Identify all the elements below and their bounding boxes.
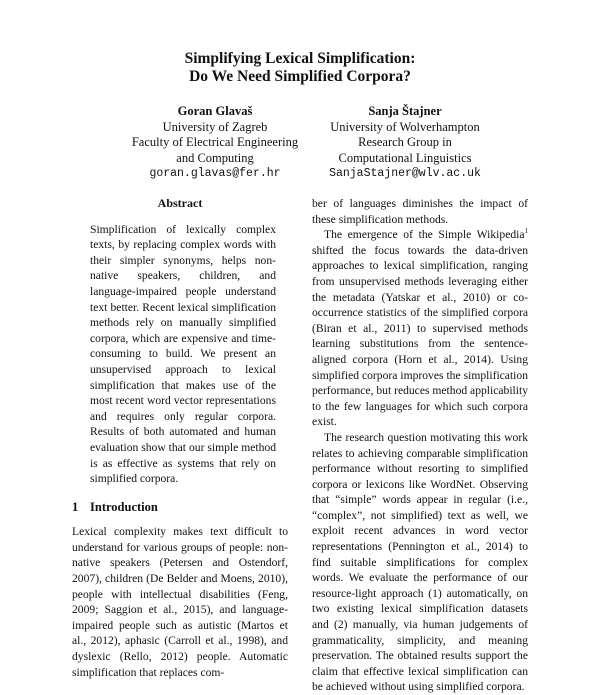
author-affiliation: University of Zagreb — [162, 119, 268, 134]
paragraph-text: The emergence of the Simple Wikipedia — [324, 228, 525, 242]
title-line-1: Simplifying Lexical Simplification: — [184, 50, 416, 67]
author-affiliation: University of Wolverhampton — [330, 119, 480, 134]
paragraph-text: shifted the focus towards the data-driven approaches to lexical simplification, ranging from unsupervised methods leveraging either the metadata (Yatskar et al., 2010) or co-occurrence statistics of the simplified corpora (Biran et al., 2011) to supervised methods learning substitutions from the sentence-aligned corpora (Horn et al., 2014). Using simplified corpora improves the simplification performance, but reduces method applicability to the few languages for which such corpora exist. — [312, 243, 529, 429]
section-title: Introduction — [90, 499, 158, 514]
author-block-2 — [305, 104, 505, 182]
author-affiliation: and Computing — [176, 150, 254, 165]
author-name: Goran Glavaš — [177, 104, 253, 118]
abstract-heading: Abstract — [157, 196, 203, 210]
title-line-2: Do We Need Simplified Corpora? — [189, 68, 411, 85]
author-affiliation: Computational Linguistics — [338, 150, 472, 165]
author-block-1 — [115, 104, 315, 182]
right-column — [312, 196, 528, 695]
section-heading-introduction — [72, 500, 288, 516]
paper-title — [0, 50, 600, 86]
author-affiliation: Faculty of Electrical Engineering — [131, 135, 299, 149]
author-email: SanjaStajner@wlv.ac.uk — [329, 167, 481, 180]
paragraph-simple-wikipedia — [312, 227, 528, 430]
left-column — [72, 196, 288, 680]
paragraph-continuation: ber of languages diminishes the impact of these simplification methods. — [312, 197, 528, 226]
intro-paragraph: Lexical complexity makes text difficult to understand for various groups of people: non-native speakers (Petersen and Ostendorf, 2007), children (De Belder and Moens, 2010), people with intellectual disabilities (Feng, 2009; Saggion et al., 2015), and language-impaired people such as autistic (Martos et al., 2012), aphasic (Carroll et al., 1998), and dyslexic (Rello, 2012) people. Automatic simplification that replaces com- — [72, 525, 288, 679]
abstract-text: Simplification of lexically complex texts, by replacing complex words with their simpler synonyms, helps non-native speakers, children, and language-impaired people understand text better. Recent lexical simplification methods rely on manually simplified corpora, which are expensive and time-consuming to build. We present an unsupervised approach to lexical simplification that makes use of the most recent word vector representations and requires only regular corpora. Results of both automated and human evaluation show that our simple method is as effective as systems that rely on simplified corpora. — [90, 222, 276, 486]
author-affiliation: Research Group in — [358, 135, 452, 149]
author-name: Sanja Štajner — [368, 104, 442, 118]
footnote-marker: 1 — [524, 227, 528, 236]
paragraph-research-question: The research question motivating this work relates to achieving comparable simplification performance without resorting to simplified corpora or lexicons like WordNet. Observing that “simple” words appear in regular (i.e., “complex”, not simplified) text as well, we exploit recent advances in word vector representations (Pennington et al., 2014) to find suitable simplifications for complex words. We evaluate the performance of our resource-light approach (1) automatically, on two existing lexical simplification datasets and (2) manually, via human judgements of grammaticality, simplicity, and meaning preservation. The obtained results support the claim that effective lexical simplification can be achieved without using simplified corpora. — [312, 430, 528, 694]
section-number: 1 — [72, 499, 79, 514]
author-email: goran.glavas@fer.hr — [149, 167, 281, 180]
